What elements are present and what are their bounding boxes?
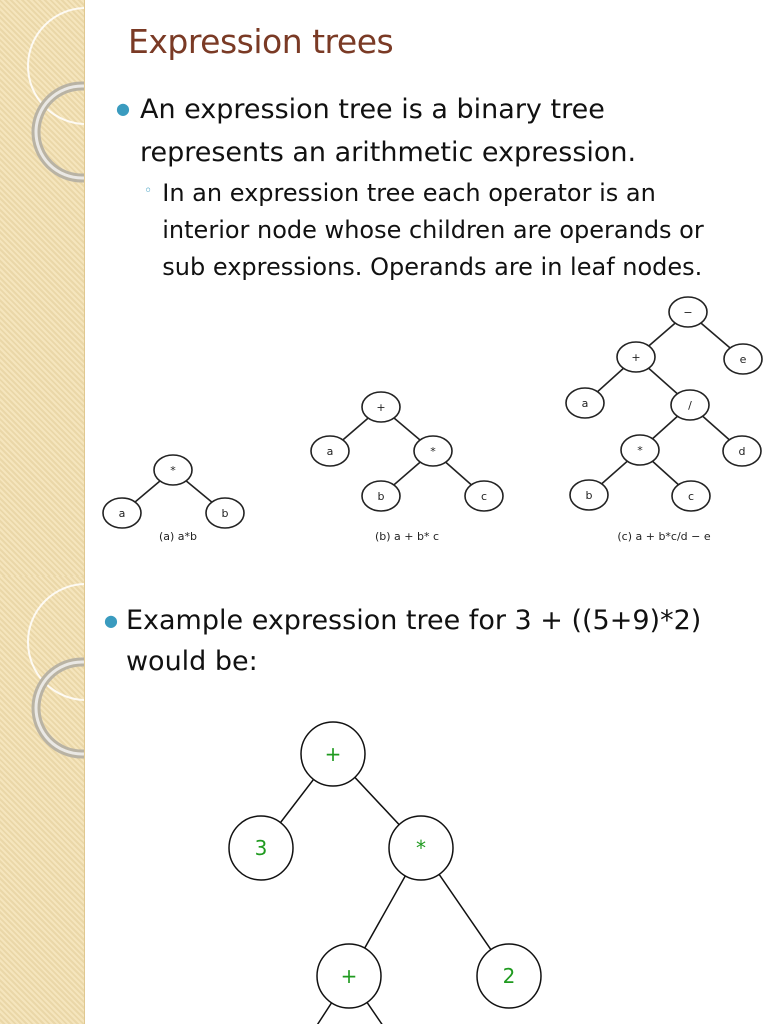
node-inner-plus: + [340,964,358,988]
fig-a-node-left: a [118,507,126,520]
fig-a-node-right: b [221,507,229,520]
slide-2 [0,576,768,1024]
fig-c-node-c: c [687,490,695,503]
bullet-main-text: An expression tree is a binary tree represents an arithmetic expression. [139,94,637,168]
fig-a-node-root: * [170,464,176,477]
example-tree [0,576,768,1024]
fig-b-node-a: a [326,445,334,458]
bullet-sub-text: In an expression tree each operator is an interior node whose children are operands or sub expressions. Operands are in leaf nodes. [162,179,704,281]
fig-b-node-c: c [480,490,488,503]
bullet-example-text: Example expression tree for 3 + ((5+9)*2) would be: [125,605,702,677]
fig-b-node-b: b [377,490,385,503]
bullet-dot-icon: ● [116,99,130,118]
slide-title: Expression trees [128,22,394,61]
fig-c-node-e: e [739,353,747,366]
fig-c-node-root: − [683,306,693,319]
fig-b-node-root: + [376,401,386,414]
node-two: 2 [502,964,516,988]
fig-c-node-d: d [738,445,746,458]
fig-c-caption: (c) a + b*c/d − e [617,530,711,543]
fig-c-node-plus: + [631,351,641,364]
fig-c-node-div: / [688,399,692,412]
sub-bullet-ring-icon: ◦ [144,183,153,199]
fig-c-node-a: a [581,397,589,410]
bullet-dot-icon: ● [104,611,118,630]
node-root-plus: + [324,742,342,766]
fig-c-node-b: b [585,489,593,502]
node-three: 3 [254,836,268,860]
fig-c-node-mul: * [637,444,643,457]
fig-b-caption: (b) a + b* c [374,530,440,543]
fig-a-caption: (a) a*b [158,530,198,543]
node-multiply: * [416,836,426,860]
fig-b-node-mul: * [430,445,436,458]
